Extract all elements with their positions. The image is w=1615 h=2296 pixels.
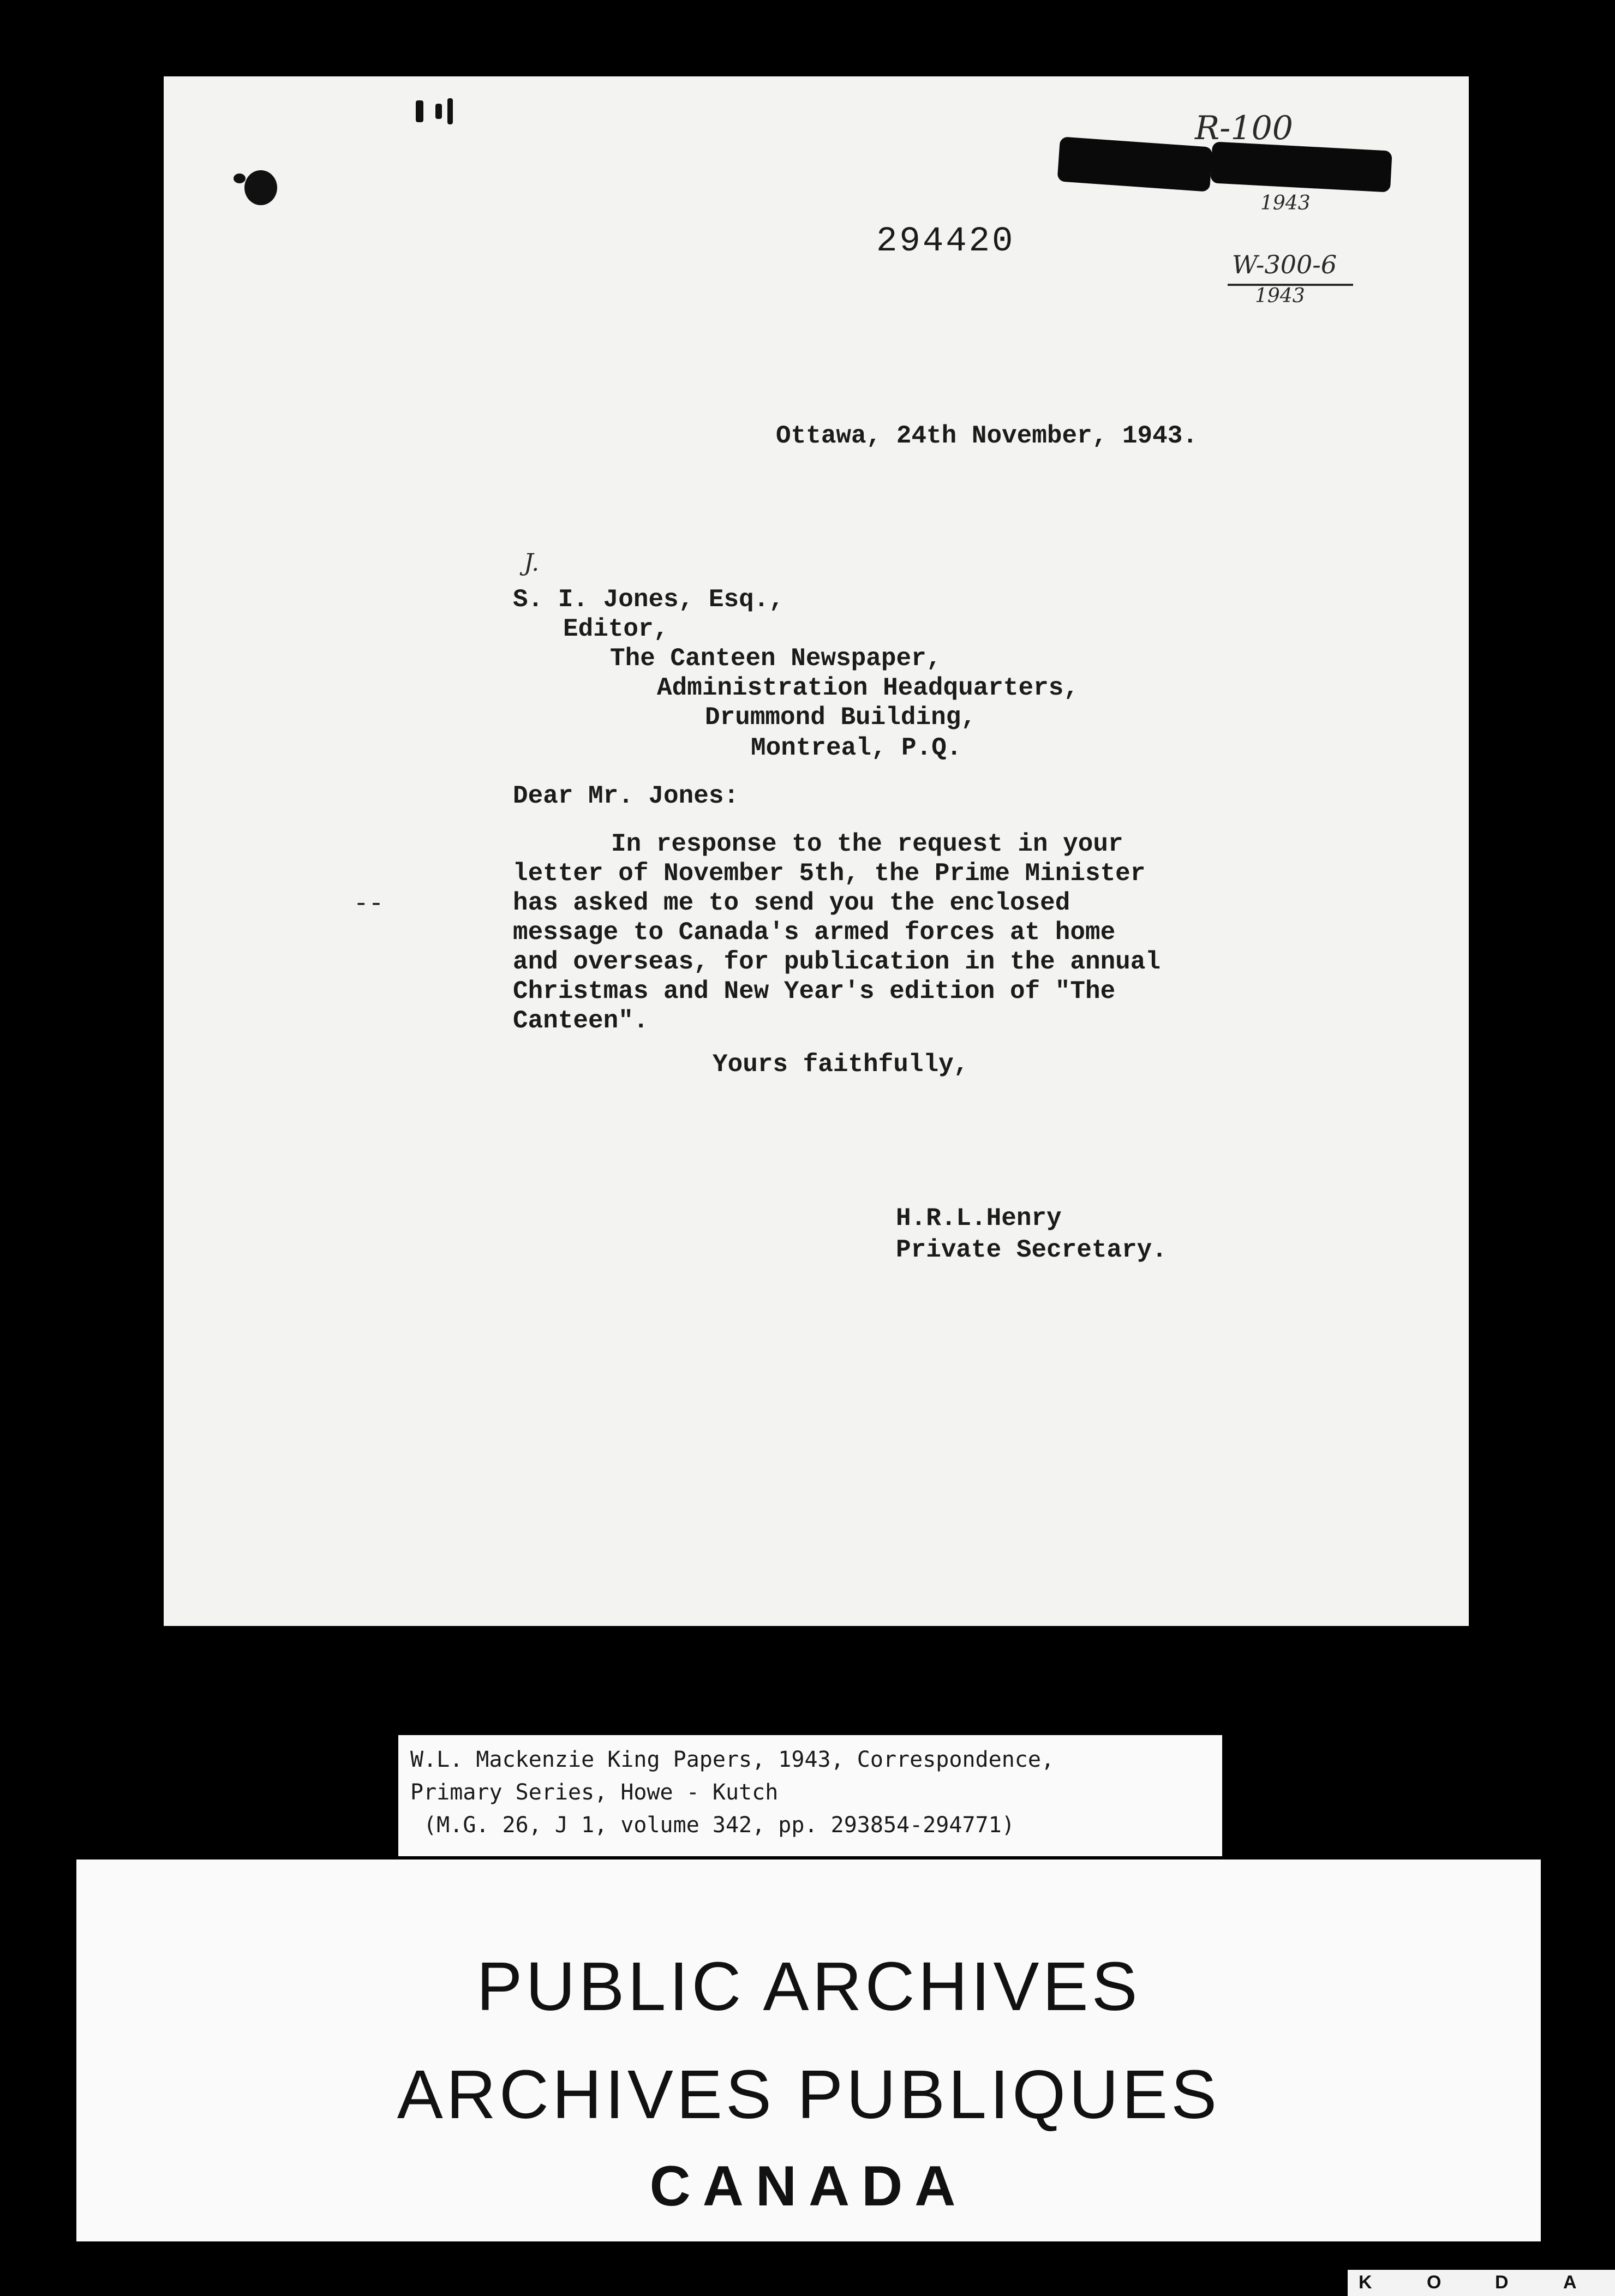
archives-banner (76, 1859, 1541, 2241)
film-edge-letter: O (1427, 2272, 1441, 2293)
dateline: Ottawa, 24th November, 1943. (776, 422, 1198, 450)
body-line: In response to the request in your (611, 830, 1123, 858)
archival-caption (398, 1735, 1222, 1856)
redaction-bar (1210, 141, 1392, 192)
handwritten-correction: J. (524, 549, 540, 577)
body-line: Canteen". (513, 1007, 649, 1035)
banner-title-fr: ARCHIVES PUBLIQUES (397, 2056, 1221, 2133)
signature-name: H.R.L.Henry (896, 1204, 1062, 1233)
body-line: Christmas and New Year's edition of "The (513, 977, 1116, 1006)
ink-speck (234, 174, 246, 183)
salutation: Dear Mr. Jones: (513, 782, 739, 810)
body-line: has asked me to send you the enclosed (513, 889, 1070, 917)
banner-title-en: PUBLIC ARCHIVES (476, 1948, 1141, 2025)
address-line: Montreal, P.Q. (751, 734, 962, 762)
ink-speck (435, 104, 442, 119)
address-line: Administration Headquarters, (657, 674, 1079, 702)
letter-page (164, 76, 1469, 1626)
punch-hole-mark (244, 170, 277, 205)
page-number-stamp: 294420 (876, 222, 1015, 261)
body-line: and overseas, for publication in the annual (513, 948, 1161, 976)
file-ref-note: 1943 (1255, 285, 1305, 307)
address-line: Editor, (563, 615, 669, 643)
redaction-bar (1057, 136, 1212, 192)
closing: Yours faithfully, (713, 1050, 969, 1079)
address-line: Drummond Building, (705, 703, 976, 732)
file-ref-note: 1943 (1260, 192, 1311, 214)
signature-title: Private Secretary. (896, 1236, 1167, 1264)
file-ref-note: W-300-6 (1232, 250, 1337, 279)
ink-speck (416, 100, 423, 122)
caption-line: W.L. Mackenzie King Papers, 1943, Correspondence, (410, 1747, 1055, 1772)
ink-speck (447, 98, 453, 124)
film-edge-marking (1348, 2270, 1615, 2296)
body-line: message to Canada's armed forces at home (513, 918, 1116, 947)
address-line: S. I. Jones, Esq., (513, 585, 784, 614)
margin-mark: -- (354, 890, 384, 918)
body-line: letter of November 5th, the Prime Minister (513, 859, 1146, 888)
caption-line: (M.G. 26, J 1, volume 342, pp. 293854-294771) (410, 1813, 1015, 1838)
address-line: The Canteen Newspaper, (610, 644, 942, 673)
film-edge-letter: K (1359, 2272, 1372, 2293)
film-edge-letter: A (1563, 2272, 1577, 2293)
film-edge-letter: D (1495, 2272, 1509, 2293)
file-ref-note: R-100 (1195, 109, 1293, 147)
caption-line: Primary Series, Howe - Kutch (410, 1780, 779, 1805)
banner-country: CANADA (649, 2155, 968, 2218)
